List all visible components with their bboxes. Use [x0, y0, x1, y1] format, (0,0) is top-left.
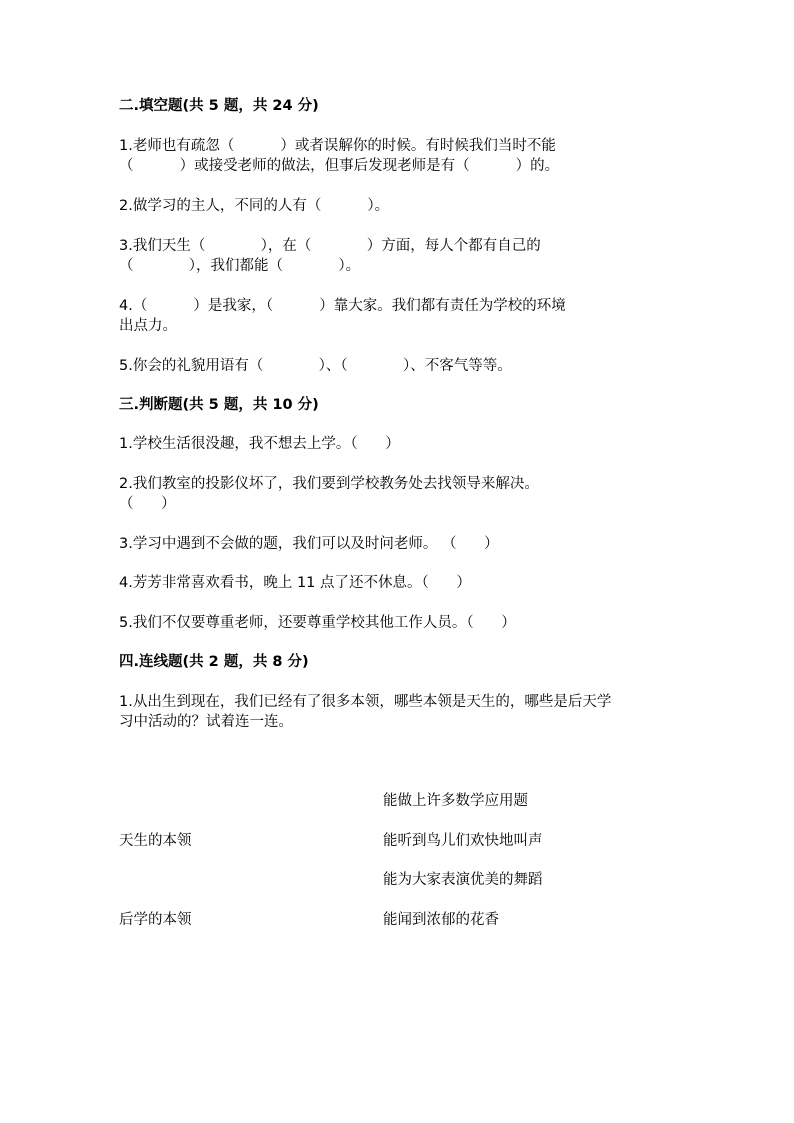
fill-q3-line2: （ ），我们都能（ ）。 — [119, 258, 361, 274]
match-right-item: 能为大家表演优美的舞蹈 — [383, 872, 543, 888]
fill-q1-line2: （ ）或接受老师的做法，但事后发现老师是有（ ）的。 — [119, 158, 560, 174]
section-heading-matching: 四.连线题(共 2 题，共 8 分) — [119, 654, 309, 670]
fill-q2-line1: 2.做学习的主人，不同的人有（ ）。 — [119, 198, 390, 214]
match-right-item: 能听到鸟儿们欢快地叫声 — [383, 833, 543, 849]
tf-q3: 3.学习中遇到不会做的题，我们可以及时问老师。 （ ） — [119, 536, 499, 552]
fill-q1-line1: 1.老师也有疏忽（ ）或者误解你的时候。有时候我们当时不能 — [119, 138, 556, 154]
fill-q5-line1: 5.你会的礼貌用语有（ ）、（ ）、不客气等等。 — [119, 358, 512, 374]
section-heading-fill-blank: 二.填空题(共 5 题，共 24 分) — [119, 98, 319, 114]
tf-q5: 5.我们不仅要尊重老师，还要尊重学校其他工作人员。（ ） — [119, 615, 516, 631]
fill-q4-line1: 4.（ ）是我家，（ ）靠大家。我们都有责任为学校的环境 — [119, 298, 566, 314]
tf-q4: 4.芳芳非常喜欢看书，晚上 11 点了还不休息。（ ） — [119, 575, 471, 591]
match-right-item: 能做上许多数学应用题 — [383, 793, 528, 809]
match-q1-line2: 习中活动的？试着连一连。 — [119, 714, 293, 730]
match-right-item: 能闻到浓郁的花香 — [383, 912, 499, 928]
match-q1-line1: 1.从出生到现在，我们已经有了很多本领，哪些本领是天生的，哪些是后天学 — [119, 694, 612, 710]
tf-q1: 1.学校生活很没趣，我不想去上学。（ ） — [119, 436, 400, 452]
section-heading-true-false: 三.判断题(共 5 题，共 10 分) — [119, 397, 319, 413]
match-left-item: 天生的本领 — [119, 833, 192, 849]
fill-q3-line1: 3.我们天生（ ），在（ ）方面，每人个都有自己的 — [119, 238, 541, 254]
match-left-item: 后学的本领 — [119, 912, 192, 928]
fill-q4-line2: 出点力。 — [119, 318, 177, 334]
tf-q2-line1: 2.我们教室的投影仪坏了，我们要到学校教务处去找领导来解决。 — [119, 476, 539, 492]
tf-q2-line2: （ ） — [119, 496, 176, 512]
